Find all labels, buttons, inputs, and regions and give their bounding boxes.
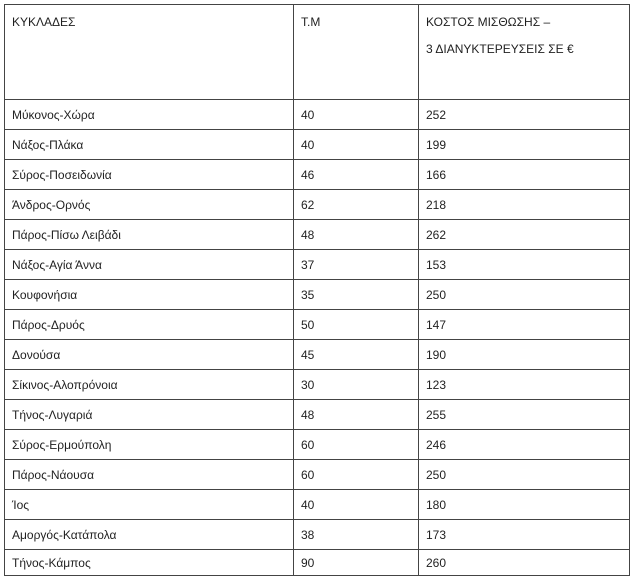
- cell-area: 62: [294, 190, 419, 220]
- table-row: [5, 340, 630, 370]
- cell-location: Κουφονήσια: [5, 280, 294, 310]
- cell-location: Ίος: [5, 490, 294, 520]
- cell-location: Αμοργός-Κατάπολα: [5, 520, 294, 550]
- table-row: [5, 190, 630, 220]
- table-row: [5, 460, 630, 490]
- cell-cost: 199: [419, 130, 630, 160]
- cell-area: 37: [294, 250, 419, 280]
- header-area: [294, 5, 419, 100]
- cell-area: 50: [294, 310, 419, 340]
- cell-area: 48: [294, 220, 419, 250]
- table-body: [5, 100, 630, 576]
- cell-area: 60: [294, 430, 419, 460]
- cell-location: Τήνος-Κάμπος: [5, 550, 294, 576]
- cell-area: 45: [294, 340, 419, 370]
- table-row: [5, 310, 630, 340]
- cell-cost: 218: [419, 190, 630, 220]
- cell-location: Νάξος-Πλάκα: [5, 130, 294, 160]
- cell-cost: 252: [419, 100, 630, 130]
- cell-area: 35: [294, 280, 419, 310]
- table-row: [5, 370, 630, 400]
- cell-area: 46: [294, 160, 419, 190]
- cell-cost: 166: [419, 160, 630, 190]
- cell-cost: 123: [419, 370, 630, 400]
- cell-location: Νάξος-Αγία Άννα: [5, 250, 294, 280]
- cell-location: Πάρος-Πίσω Λειβάδι: [5, 220, 294, 250]
- cell-cost: 180: [419, 490, 630, 520]
- cell-area: 40: [294, 100, 419, 130]
- cell-cost: 250: [419, 460, 630, 490]
- header-region: [5, 5, 294, 100]
- table-row: [5, 520, 630, 550]
- table-row: [5, 130, 630, 160]
- table-row: [5, 430, 630, 460]
- header-cost-line2: 3 ΔΙΑΝΥΚΤΕΡΕΥΣΕΙΣ ΣΕ €: [426, 42, 574, 56]
- cell-location: Σίκινος-Αλοπρόνοια: [5, 370, 294, 400]
- cell-location: Πάρος-Δρυός: [5, 310, 294, 340]
- cell-area: 40: [294, 130, 419, 160]
- cell-location: Σύρος-Ποσειδωνία: [5, 160, 294, 190]
- table-row: [5, 250, 630, 280]
- table-header-row: [5, 5, 630, 100]
- cell-area: 90: [294, 550, 419, 576]
- cell-area: 60: [294, 460, 419, 490]
- rental-cost-table: [4, 4, 630, 576]
- cell-cost: 250: [419, 280, 630, 310]
- table-row: [5, 220, 630, 250]
- cell-location: Δονούσα: [5, 340, 294, 370]
- header-cost-line1: ΚΟΣΤΟΣ ΜΙΣΘΩΣΗΣ –: [426, 15, 551, 29]
- cell-cost: 246: [419, 430, 630, 460]
- cell-cost: 147: [419, 310, 630, 340]
- header-area-label: Τ.Μ: [301, 15, 321, 29]
- table-row: [5, 550, 630, 576]
- cell-cost: 173: [419, 520, 630, 550]
- header-region-label: ΚΥΚΛΑΔΕΣ: [12, 15, 76, 29]
- cell-location: Σύρος-Ερμούπολη: [5, 430, 294, 460]
- document-sheet: [4, 4, 630, 576]
- cell-cost: 153: [419, 250, 630, 280]
- header-cost: [419, 5, 630, 100]
- cell-area: 48: [294, 400, 419, 430]
- cell-area: 40: [294, 490, 419, 520]
- cell-location: Πάρος-Νάουσα: [5, 460, 294, 490]
- table-row: [5, 280, 630, 310]
- cell-location: Άνδρος-Ορνός: [5, 190, 294, 220]
- cell-cost: 262: [419, 220, 630, 250]
- cell-cost: 255: [419, 400, 630, 430]
- cell-area: 38: [294, 520, 419, 550]
- cell-cost: 260: [419, 550, 630, 576]
- cell-location: Μύκονος-Χώρα: [5, 100, 294, 130]
- table-row: [5, 100, 630, 130]
- table-row: [5, 160, 630, 190]
- cell-cost: 190: [419, 340, 630, 370]
- table-row: [5, 400, 630, 430]
- table-row: [5, 490, 630, 520]
- cell-area: 30: [294, 370, 419, 400]
- cell-location: Τήνος-Λυγαριά: [5, 400, 294, 430]
